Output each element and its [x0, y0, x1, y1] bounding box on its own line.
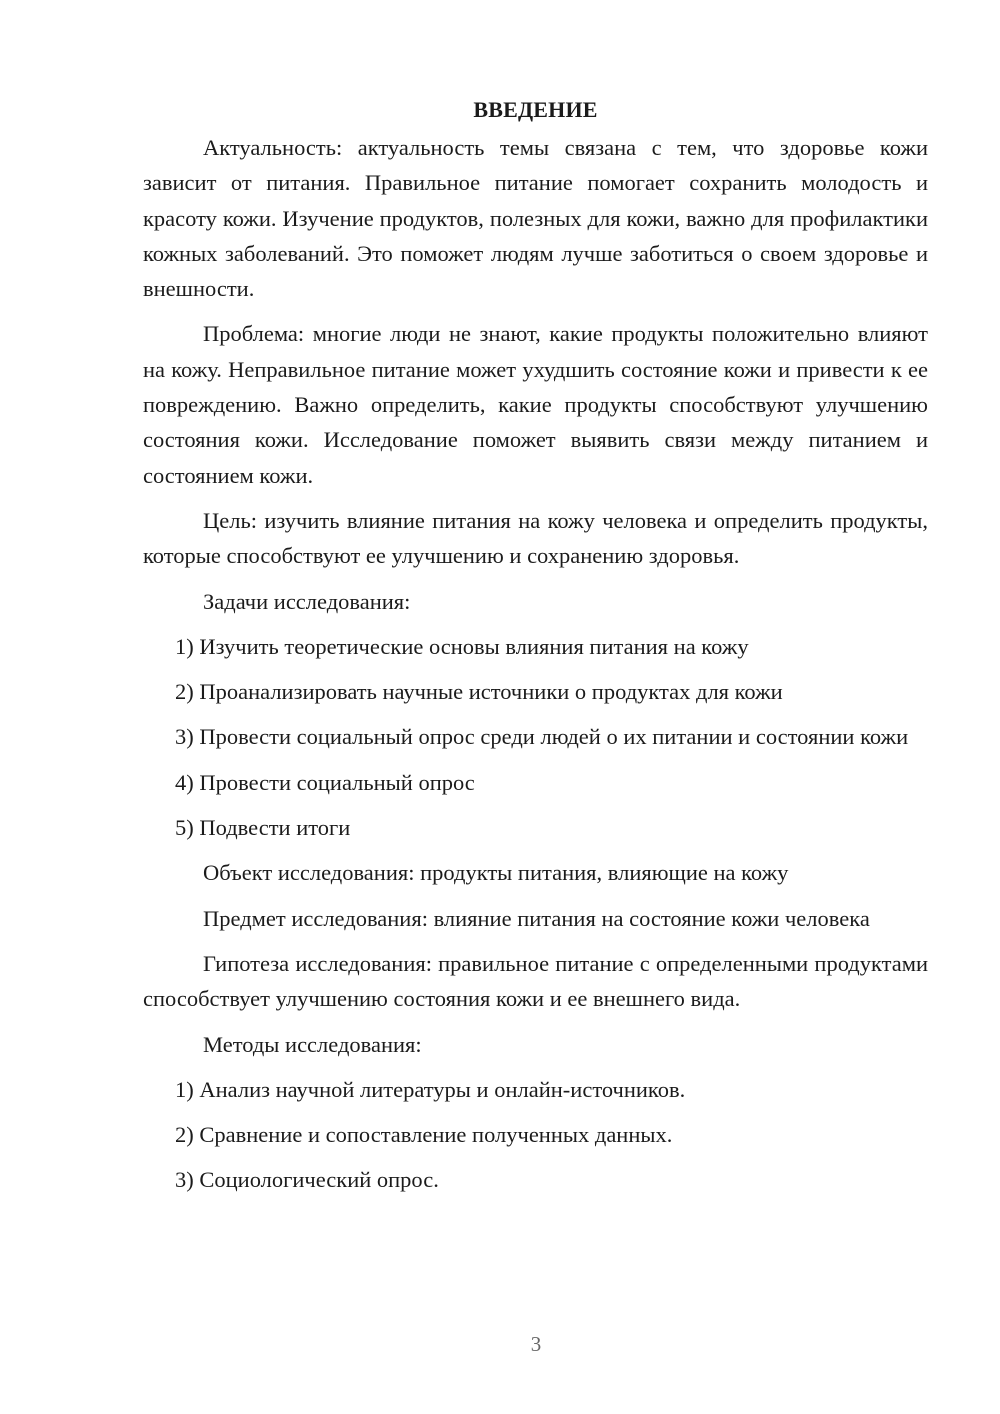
relevance-paragraph: Актуальность: актуальность темы связана с тем, что здоровье кожи зависит от питания. Правильное питание помогает сохранить молодость и красоту кожи. Изучение продуктов, полезных для кожи, важно для профилактики кожных заболеваний. Это поможет людям лучше заботиться о своем здоровье и внешности.: [143, 135, 928, 302]
method-item-1: 1) Анализ научной литературы и онлайн-источников.: [175, 1076, 686, 1102]
task-item-3: 3) Провести социальный опрос среди людей о их питании и состоянии кожи: [175, 724, 909, 750]
task-item-5: 5) Подвести итоги: [175, 815, 351, 841]
method-item-3: 3) Социологический опрос.: [175, 1167, 439, 1193]
goal-paragraph: Цель: изучить влияние питания на кожу человека и определить продукты, которые способствуют ее улучшению и сохранению здоровья.: [143, 507, 928, 569]
problem-paragraph: Проблема: многие люди не знают, какие продукты положительно влияют на кожу. Неправильное питание может ухудшить состояние кожи и привести к ее повреждению. Важно определить, какие продукты способствуют улучшению состояния кожи. Исследование поможет выявить связи между питанием и состоянием кожи.: [143, 321, 928, 488]
task-item-4: 4) Провести социальный опрос: [175, 769, 475, 795]
method-item-2: 2) Сравнение и сопоставление полученных данных.: [175, 1122, 673, 1148]
section-title: ВВЕДЕНИЕ: [473, 97, 598, 122]
task-item-2: 2) Проанализировать научные источники о продуктах для кожи: [175, 679, 783, 705]
research-subject-paragraph: Предмет исследования: влияние питания на состояние кожи человека: [203, 905, 870, 931]
hypothesis-paragraph: Гипотеза исследования: правильное питание с определенными продуктами способствует улучшению состояния кожи и ее внешнего вида.: [143, 950, 928, 1012]
page-content: [143, 92, 928, 1208]
tasks-heading: Задачи исследования:: [203, 588, 411, 614]
methods-heading: Методы исследования:: [203, 1031, 422, 1057]
task-item-1: 1) Изучить теоретические основы влияния питания на кожу: [175, 633, 749, 659]
page-number: 3: [530, 1332, 542, 1356]
research-object-paragraph: Объект исследования: продукты питания, влияющие на кожу: [203, 860, 789, 886]
